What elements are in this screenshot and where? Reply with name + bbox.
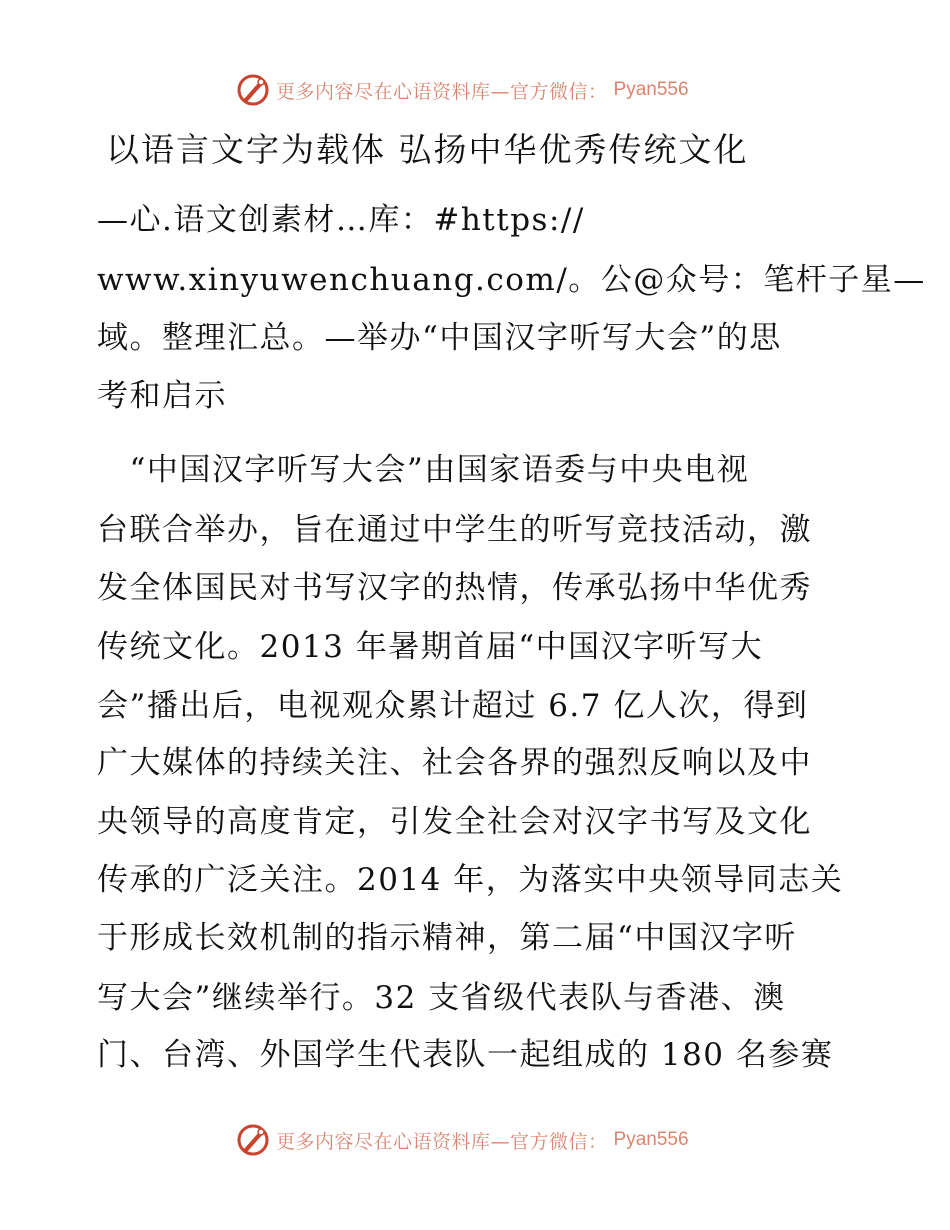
banner-text: 更多内容尽在心语资料库—官方微信： (276, 1130, 608, 1153)
body-line: 台联合举办，旨在通过中学生的听写竞技活动，激 (97, 512, 812, 548)
body-line: 会”播出后，电视观众累计超过 6.7 亿人次，得到 (97, 688, 809, 724)
header-banner (236, 72, 689, 108)
body-line: 广大媒体的持续关注、社会各界的强烈反响以及中 (97, 745, 812, 781)
document-title: 以语言文字为载体 弘扬中华优秀传统文化 (106, 130, 749, 169)
body-line: 传承的广泛关注。2014 年，为落实中央领导同志关 (97, 862, 844, 898)
footer-banner (236, 1122, 689, 1158)
body-line: 写大会”继续举行。32 支省级代表队与香港、澳 (97, 980, 786, 1016)
body-line: 考和启示 (97, 378, 227, 414)
body-line: 发全体国民对书写汉字的热情，传承弘扬中华优秀 (97, 570, 812, 606)
banner-wechat-id: Pyan556 (613, 79, 689, 100)
body-line: 门、台湾、外国学生代表队一起组成的 180 名参赛 (97, 1037, 834, 1073)
body-line: 央领导的高度肯定，引发全社会对汉字书写及文化 (97, 804, 812, 840)
body-line: 域。整理汇总。—举办“中国汉字听写大会”的思 (97, 320, 782, 356)
banner-wechat-id: Pyan556 (613, 1129, 689, 1150)
body-line: “中国汉字听写大会”由国家语委与中央电视 (97, 452, 750, 488)
body-line: —心.语文创素材…库：#https:// (97, 202, 585, 238)
body-line: 传统文化。2013 年暑期首届“中国汉字听写大 (97, 629, 764, 665)
body-line: www.xinyuwenchuang.com/。公@众号：笔杆子星— (97, 262, 926, 298)
pen-logo-icon (236, 73, 270, 107)
body-line: 于形成长效机制的指示精神，第二届“中国汉字听 (97, 920, 797, 956)
pen-logo-icon (236, 1123, 270, 1157)
banner-text: 更多内容尽在心语资料库—官方微信： (276, 80, 608, 103)
